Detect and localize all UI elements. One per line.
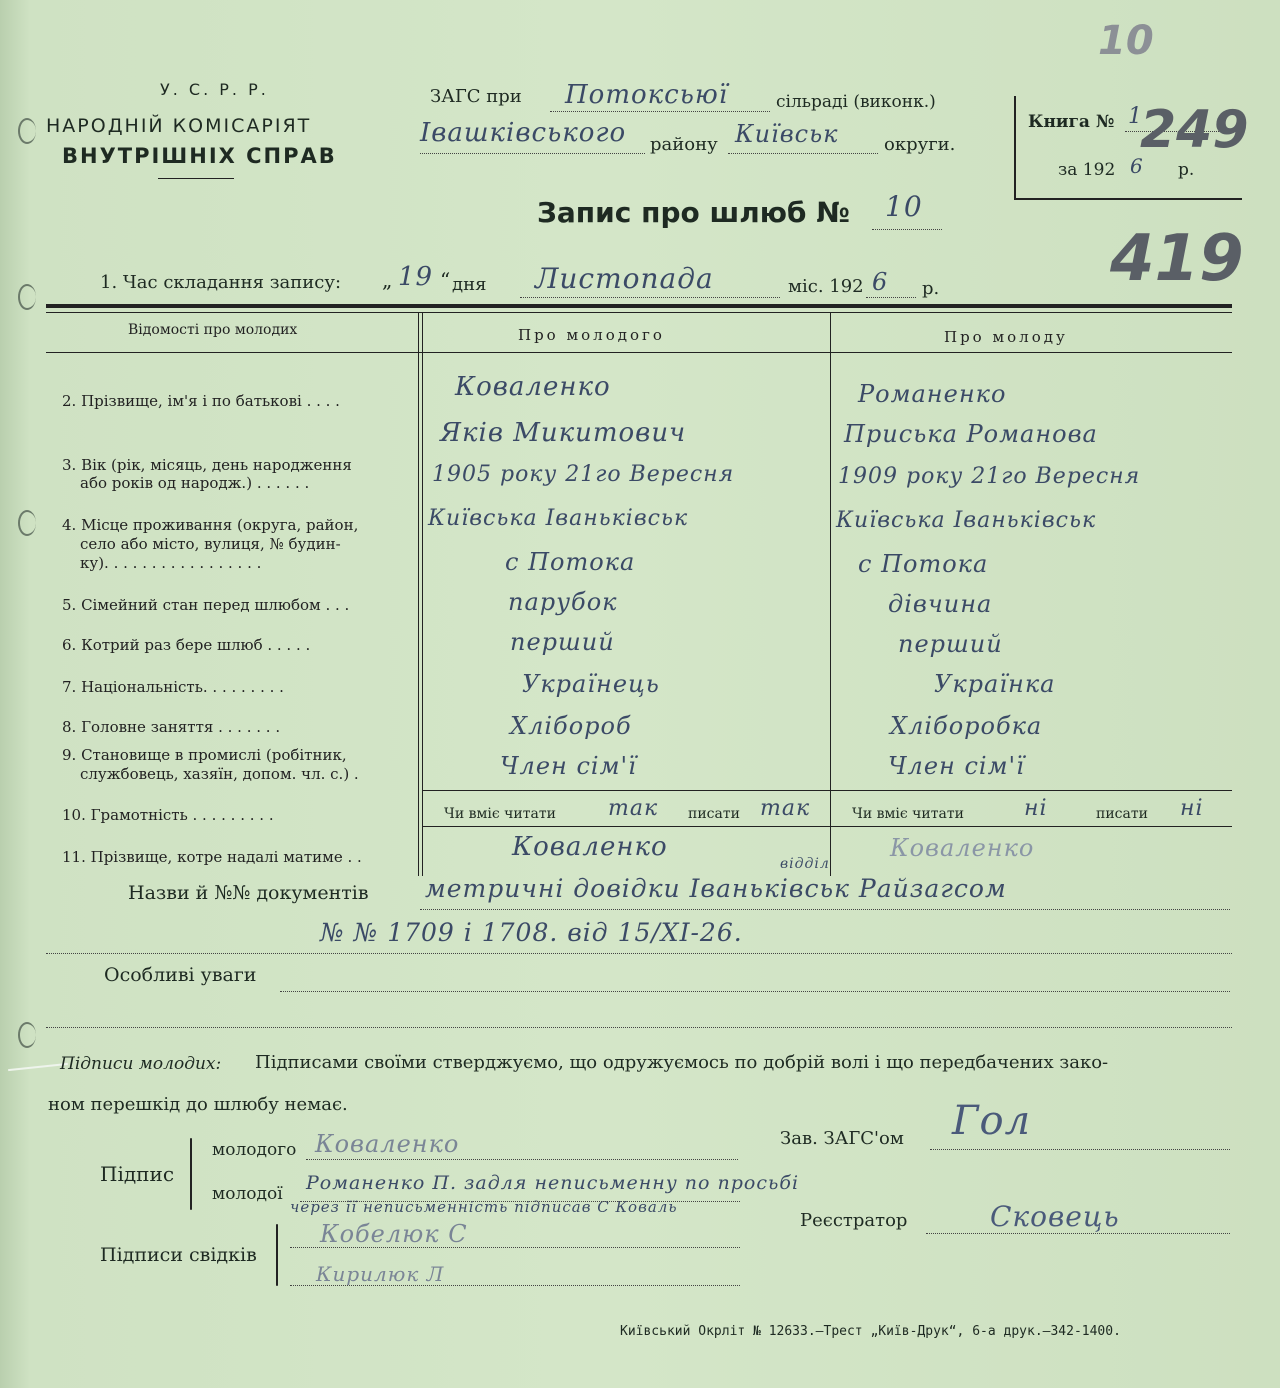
side-pencil-number: 419 xyxy=(1110,222,1244,296)
bride-surname: Романенко xyxy=(858,380,1007,408)
row-label-residence-3: ку). . . . . . . . . . . . . . . . . xyxy=(80,554,262,572)
bride-signature-2: через її неписьменність підписав С Коваль xyxy=(290,1198,678,1216)
book-value: 1 xyxy=(1128,104,1143,129)
groom-signature-label: молодого xyxy=(212,1140,297,1160)
quote-close: “ xyxy=(440,268,451,292)
registrar-signature: Сковець xyxy=(990,1200,1120,1233)
okruha-label: округи. xyxy=(884,134,956,155)
witnesses-label: Підписи свідків xyxy=(100,1244,257,1266)
usrr-label: У. С. Р. Р. xyxy=(160,80,269,99)
bride-occupation: Хліборобка xyxy=(890,712,1043,740)
record-year-value: 6 xyxy=(872,268,889,296)
row-label-occupation: 8. Головне заняття . . . . . . . xyxy=(62,718,281,736)
bride-name: Приська Романова xyxy=(844,420,1098,448)
documents-label: Назви й №№ документів xyxy=(128,882,369,904)
table-header-bride: Про молоду xyxy=(944,328,1068,346)
record-number: 10 xyxy=(885,190,923,223)
zags-prefix: ЗАГС при xyxy=(430,86,522,107)
groom-read-label: Чи вміє читати xyxy=(444,806,556,822)
footer-imprint: Київський Окрліт № 12633.—Трест „Київ-Друк“, 6-а друк.—342-1400. xyxy=(620,1324,1121,1339)
bride-read-value: ні xyxy=(1024,796,1048,821)
bride-village: с Потока xyxy=(858,550,989,578)
witness-1-signature: Кобелюк С xyxy=(320,1220,468,1248)
punch-hole xyxy=(18,284,36,310)
day-label: дня xyxy=(452,274,487,295)
record-month-value: Листопада xyxy=(535,262,714,295)
okruha-value: Київськ xyxy=(735,120,839,148)
year-value: 6 xyxy=(1130,154,1144,178)
row-label-literacy: 10. Грамотність . . . . . . . . . xyxy=(62,806,274,824)
groom-name: Яків Микитович xyxy=(440,418,687,448)
table-top-rule xyxy=(46,304,1232,308)
groom-status: Член сім'ї xyxy=(500,752,637,780)
declaration-line1: Підписами своїми стверджуємо, що одружуємось по добрій волі і що передбачених зако- xyxy=(255,1052,1109,1073)
head-signature: Гол xyxy=(952,1098,1032,1144)
bride-read-label: Чи вміє читати xyxy=(852,806,964,822)
row-label-status-2: службовець, хазяїн, допом. чл. с.) . xyxy=(80,765,359,783)
record-time-label: 1. Час складання запису: xyxy=(100,272,342,293)
book-label: Книга № xyxy=(1028,112,1115,132)
row-label-nationality: 7. Національність. . . . . . . . . xyxy=(62,678,284,696)
bride-nationality: Українка xyxy=(934,670,1056,698)
bride-residence: Київська Іваньківськ xyxy=(836,508,1097,533)
documents-value-line2: № № 1709 і 1708. від 15/ХІ-26. xyxy=(320,918,743,947)
book-pencil-number: 249 xyxy=(1140,100,1249,160)
row-label-age: 3. Вік (рік, місяць, день народження xyxy=(62,456,352,474)
zags-suffix: сільраді (виконк.) xyxy=(776,92,936,112)
groom-village: с Потока xyxy=(505,548,636,576)
string-thread xyxy=(8,1063,68,1071)
commissariat-line2: ВНУТРІШНІХ СПРАВ xyxy=(62,144,337,168)
raion-value: Івашківського xyxy=(420,118,627,148)
notes-label: Особливі уваги xyxy=(104,964,257,986)
header-underline xyxy=(158,178,234,179)
groom-read-value: так xyxy=(608,796,659,821)
punch-hole xyxy=(18,118,36,144)
bride-signature-label: молодої xyxy=(212,1184,283,1204)
month-label: міс. 192 xyxy=(788,276,864,297)
row-label-residence-2: село або місто, вулиця, № будин- xyxy=(80,535,341,553)
row-label-residence: 4. Місце проживання (округа, район, xyxy=(62,516,359,534)
declaration-lead: Підписи молодих: xyxy=(60,1054,222,1074)
zags-village-value: Потоксьюї xyxy=(565,80,729,110)
head-label: Зав. ЗАГС'ом xyxy=(780,1128,904,1149)
bride-marriage-count: перший xyxy=(898,630,1003,658)
punch-hole xyxy=(18,1022,36,1048)
row-label-age-2: або років од народж.) . . . . . . xyxy=(80,474,310,492)
groom-occupation: Хлібороб xyxy=(510,712,632,740)
row-label-marriage-count: 6. Котрий раз бере шлюб . . . . . xyxy=(62,636,311,654)
groom-future-surname: Коваленко xyxy=(512,832,668,862)
bride-marital: дівчина xyxy=(888,590,993,618)
row-label-name: 2. Прізвище, ім'я і по батькові . . . . xyxy=(62,392,340,410)
corner-pencil-number: 10 xyxy=(1098,18,1154,64)
registrar-label: Реєстратор xyxy=(800,1210,908,1231)
row-label-marital: 5. Сімейний стан перед шлюбом . . . xyxy=(62,596,350,614)
groom-surname: Коваленко xyxy=(455,372,611,402)
documents-value-line1: метричні довідки Іваньківськ Райзагсом xyxy=(425,874,1007,903)
documents-note: відділ xyxy=(780,856,830,872)
groom-residence: Київська Іваньківськ xyxy=(428,506,689,531)
signature-label: Підпис xyxy=(100,1162,175,1186)
groom-write-label: писати xyxy=(688,806,740,822)
record-day-value: 19 xyxy=(398,262,434,292)
bride-birth: 1909 року 21го Вересня xyxy=(838,464,1141,489)
bride-future-surname: Коваленко xyxy=(890,834,1035,862)
year-suffix: р. xyxy=(1178,160,1195,180)
groom-marital: парубок xyxy=(508,588,618,616)
groom-nationality: Українець xyxy=(522,670,660,698)
bride-write-label: писати xyxy=(1096,806,1148,822)
bride-signature: Романенко П. задля неписьменну по просьбі xyxy=(306,1172,800,1194)
groom-marriage-count: перший xyxy=(510,628,615,656)
row-label-status: 9. Становище в промислі (робітник, xyxy=(62,746,347,764)
table-header-groom: Про молодого xyxy=(518,326,665,344)
year-prefix: за 192 xyxy=(1058,160,1116,180)
bride-write-value: ні xyxy=(1180,796,1204,821)
table-header-info: Відомості про молодих xyxy=(128,322,298,338)
quote-open: „ xyxy=(382,268,393,292)
declaration-line2: ном перешкід до шлюбу немає. xyxy=(48,1094,348,1115)
bride-status: Член сім'ї xyxy=(888,752,1025,780)
groom-signature: Коваленко xyxy=(315,1130,460,1158)
record-title: Запис про шлюб № xyxy=(537,196,850,229)
groom-birth: 1905 року 21го Вересня xyxy=(432,462,735,487)
row-label-future-surname: 11. Прізвище, котре надалі матиме . . xyxy=(62,848,362,866)
commissariat-line1: НАРОДНІЙ КОМІСАРІЯТ xyxy=(46,115,312,137)
witness-2-signature: Кирилюк Л xyxy=(316,1262,445,1286)
groom-write-value: так xyxy=(760,796,811,821)
punch-hole xyxy=(18,510,36,536)
raion-label: району xyxy=(650,134,718,155)
record-year-suffix: р. xyxy=(922,278,940,299)
